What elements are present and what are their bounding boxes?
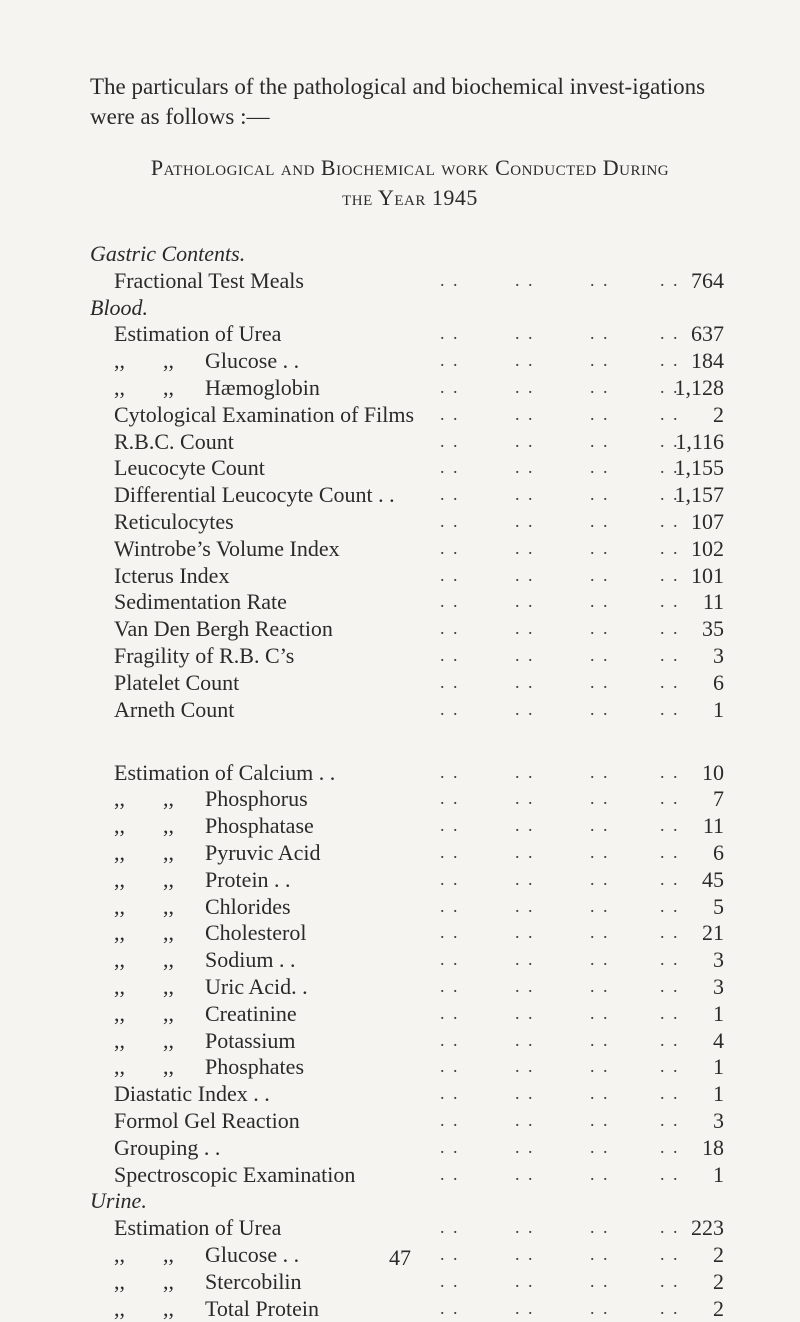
leader-dots: . . [515, 949, 535, 970]
leader-dots: . . [515, 1109, 535, 1130]
leader-dots: . . [515, 975, 535, 996]
row-label: Platelet Count [114, 669, 240, 695]
ditto-mark: ,, [114, 973, 125, 999]
row-label: Estimation of Urea [114, 1215, 282, 1241]
ditto-mark: ,, [163, 786, 174, 812]
row-value: 35 [702, 616, 724, 642]
table-row-subitem [0, 812, 800, 839]
leader-dots: . . [660, 403, 680, 424]
ditto-mark: ,, [114, 1027, 125, 1053]
leader-dots: . . [590, 1136, 610, 1157]
heading-line-1: Pathological and Biochemical work Conducted During [150, 155, 670, 180]
ditto-mark: ,, [163, 1000, 174, 1026]
ditto-mark: ,, [114, 1268, 125, 1294]
leader-dots: . . [660, 949, 680, 970]
row-value: 1 [713, 1161, 724, 1187]
leader-dots: . . [440, 269, 460, 290]
row-value: 1 [713, 696, 724, 722]
leader-dots: . . [590, 1217, 610, 1238]
row-value: 102 [691, 535, 724, 561]
leader-dots: . . [590, 671, 610, 692]
heading-line-2: the Year 1945 [342, 185, 478, 210]
table-row [0, 454, 800, 481]
leader-dots: . . [660, 1056, 680, 1077]
leader-dots: . . [515, 323, 535, 344]
leader-dots: . . [660, 1270, 680, 1291]
table-row-subitem [0, 839, 800, 866]
row-value: 184 [691, 348, 724, 374]
table-row-subitem [0, 893, 800, 920]
row-value: 637 [691, 321, 724, 347]
row-label: Protein . . [205, 866, 291, 892]
table-row [0, 759, 800, 786]
leader-dots: . . [515, 350, 535, 371]
leader-dots: . . [590, 761, 610, 782]
ditto-mark: ,, [114, 375, 125, 400]
leader-dots: . . [660, 1136, 680, 1157]
leader-dots: . . [440, 815, 460, 836]
leader-dots: . . [515, 1243, 535, 1264]
row-value: 3 [713, 1107, 724, 1133]
ditto-mark: ,, [163, 866, 174, 892]
row-value: 21 [702, 920, 724, 946]
row-label: Estimation of Calcium . . [114, 759, 336, 785]
leader-dots: . . [440, 922, 460, 943]
table-row-subitem [0, 374, 800, 401]
row-label: Phosphatase [205, 813, 314, 839]
leader-dots: . . [590, 377, 610, 397]
leader-dots: . . [590, 922, 610, 943]
leader-dots: . . [440, 377, 460, 397]
row-label: Spectroscopic Examination [114, 1161, 356, 1187]
leader-dots: . . [590, 841, 610, 862]
leader-dots: . . [440, 1297, 460, 1318]
ditto-mark: ,, [163, 920, 174, 946]
leader-dots: . . [590, 1109, 610, 1130]
leader-dots: . . [440, 1217, 460, 1238]
leader-dots: . . [660, 1002, 680, 1023]
row-label: Hæmoglobin [205, 375, 320, 400]
row-value: 11 [702, 589, 724, 615]
table-row-subitem [0, 1000, 800, 1027]
row-label: Uric Acid. . [205, 973, 308, 999]
table-row [0, 1080, 800, 1107]
leader-dots: . . [660, 1297, 680, 1318]
leader-dots: . . [515, 537, 535, 558]
row-value: 2 [713, 401, 724, 427]
leader-dots: . . [515, 511, 535, 531]
leader-dots: . . [660, 430, 680, 451]
row-value: 6 [713, 669, 724, 695]
row-value: 4 [713, 1027, 724, 1053]
row-label: Estimation of Urea [114, 321, 282, 347]
leader-dots: . . [515, 1270, 535, 1291]
row-label: Van Den Bergh Reaction [114, 616, 333, 642]
leader-dots: . . [660, 511, 680, 531]
section-title: Gastric Contents. [90, 241, 246, 266]
leader-dots: . . [660, 323, 680, 344]
leader-dots: . . [440, 868, 460, 889]
table-row-subitem [0, 785, 800, 812]
table-row-subitem [0, 1027, 800, 1054]
leader-dots: . . [590, 815, 610, 836]
leader-dots: . . [440, 323, 460, 344]
ditto-mark: ,, [163, 348, 174, 374]
leader-dots: . . [660, 895, 680, 916]
leader-dots: . . [660, 484, 680, 505]
leader-dots: . . [660, 350, 680, 371]
leader-dots: . . [590, 618, 610, 639]
ditto-mark: ,, [163, 375, 174, 400]
ditto-mark: ,, [163, 1054, 174, 1080]
leader-dots: . . [515, 761, 535, 782]
row-value: 1,157 [674, 482, 724, 508]
leader-dots: . . [515, 564, 535, 585]
ditto-mark: ,, [114, 1241, 125, 1267]
leader-dots: . . [590, 1002, 610, 1023]
leader-dots: . . [440, 841, 460, 862]
row-label: Cholesterol [205, 920, 307, 946]
row-value: 101 [691, 562, 724, 588]
ditto-mark: ,, [114, 348, 125, 374]
leader-dots: . . [515, 1217, 535, 1238]
leader-dots: . . [440, 1083, 460, 1104]
leader-dots: . . [440, 484, 460, 505]
leader-dots: . . [590, 537, 610, 558]
row-label: Diastatic Index . . [114, 1081, 270, 1107]
intro-paragraph: The particulars of the pathological and biochemical invest-igations were as follows :— [90, 74, 706, 129]
leader-dots: . . [590, 788, 610, 809]
row-label: Fragility of R.B. C’s [114, 643, 295, 668]
row-label: Glucose . . [205, 348, 300, 374]
leader-dots: . . [590, 949, 610, 970]
table-row [0, 588, 800, 615]
leader-dots: . . [440, 1056, 460, 1077]
row-label: Formol Gel Reaction [114, 1107, 300, 1133]
leader-dots: . . [515, 1029, 535, 1050]
ditto-mark: ,, [163, 947, 174, 973]
leader-dots: . . [440, 1109, 460, 1130]
leader-dots: . . [590, 1056, 610, 1077]
row-label: Fractional Test Meals [114, 267, 304, 293]
row-label: Sodium . . [205, 947, 296, 973]
ditto-mark: ,, [114, 920, 125, 946]
ditto-mark: ,, [163, 839, 174, 865]
table-row-subitem [0, 866, 800, 893]
leader-dots: . . [440, 591, 460, 612]
row-value: 1 [713, 1081, 724, 1107]
leader-dots: . . [440, 1270, 460, 1291]
row-label: Glucose . . [205, 1241, 300, 1267]
row-label: Sedimentation Rate [114, 589, 287, 615]
leader-dots: . . [660, 815, 680, 836]
row-value: 10 [702, 759, 724, 785]
table-row [0, 401, 800, 428]
leader-dots: . . [660, 761, 680, 782]
row-value: 3 [713, 973, 724, 999]
leader-dots: . . [660, 537, 680, 558]
ditto-mark: ,, [163, 1295, 174, 1321]
leader-dots: . . [515, 403, 535, 424]
ditto-mark: ,, [163, 1027, 174, 1053]
leader-dots: . . [440, 403, 460, 424]
row-label: Arneth Count [114, 696, 235, 722]
leader-dots: . . [515, 645, 535, 665]
row-label: Total Protein [205, 1295, 319, 1321]
section-heading [0, 294, 800, 321]
row-label: Cytological Examination of Films [114, 401, 415, 427]
leader-dots: . . [660, 922, 680, 943]
row-label: Stercobilin [205, 1268, 302, 1294]
leader-dots: . . [590, 564, 610, 585]
row-value: 3 [713, 643, 724, 668]
leader-dots: . . [440, 1002, 460, 1023]
row-label: Chlorides [205, 893, 291, 919]
row-value: 764 [691, 267, 724, 293]
leader-dots: . . [515, 618, 535, 639]
row-value: 1 [713, 1000, 724, 1026]
ditto-mark: ,, [114, 893, 125, 919]
leader-dots: . . [660, 868, 680, 889]
table-row [0, 320, 800, 347]
table-row [0, 428, 800, 455]
leader-dots: . . [440, 430, 460, 451]
leader-dots: . . [515, 815, 535, 836]
leader-dots: . . [590, 269, 610, 290]
table-row [0, 562, 800, 589]
row-value: 2 [713, 1268, 724, 1294]
table-row [0, 481, 800, 508]
leader-dots: . . [440, 788, 460, 809]
leader-dots: . . [515, 1297, 535, 1318]
leader-dots: . . [590, 1029, 610, 1050]
section-heading [0, 1187, 800, 1214]
leader-dots: . . [660, 564, 680, 585]
leader-dots: . . [440, 564, 460, 585]
leader-dots: . . [660, 618, 680, 639]
row-value: 1,155 [674, 455, 724, 481]
table-row [0, 535, 800, 562]
leader-dots: . . [515, 430, 535, 451]
leader-dots: . . [590, 323, 610, 344]
leader-dots: . . [440, 1163, 460, 1184]
leader-dots: . . [440, 975, 460, 996]
leader-dots: . . [660, 1163, 680, 1184]
ditto-mark: ,, [114, 1000, 125, 1026]
leader-dots: . . [660, 269, 680, 290]
ditto-mark: ,, [114, 866, 125, 892]
table-row [0, 1214, 800, 1241]
leader-dots: . . [515, 269, 535, 290]
section-heading [0, 240, 800, 267]
ditto-mark: ,, [163, 893, 174, 919]
leader-dots: . . [590, 1163, 610, 1184]
ditto-mark: ,, [163, 973, 174, 999]
leader-dots: . . [515, 698, 535, 719]
leader-dots: . . [590, 1297, 610, 1318]
row-value: 5 [713, 893, 724, 919]
leader-dots: . . [660, 698, 680, 719]
ditto-mark: ,, [114, 839, 125, 865]
leader-dots: . . [590, 511, 610, 531]
leader-dots: . . [515, 484, 535, 505]
leader-dots: . . [590, 895, 610, 916]
row-value: 1,128 [674, 375, 724, 400]
table-row-subitem [0, 347, 800, 374]
leader-dots: . . [515, 671, 535, 692]
leader-dots: . . [590, 1083, 610, 1104]
ditto-mark: ,, [163, 813, 174, 839]
leader-dots: . . [515, 1002, 535, 1023]
row-label: R.B.C. Count [114, 428, 234, 454]
leader-dots: . . [515, 1136, 535, 1157]
table-row [0, 669, 800, 696]
table-row-subitem [0, 946, 800, 973]
row-label: Differential Leucocyte Count . . [114, 482, 395, 508]
table-row-subitem [0, 1053, 800, 1080]
table-row [0, 508, 800, 535]
leader-dots: . . [660, 788, 680, 809]
table-row [0, 1161, 800, 1188]
leader-dots: . . [440, 1029, 460, 1050]
page-number: 47 [389, 1245, 411, 1270]
leader-dots: . . [515, 1083, 535, 1104]
leader-dots: . . [515, 1163, 535, 1184]
row-value: 3 [713, 947, 724, 973]
row-label: Leucocyte Count [114, 455, 265, 481]
leader-dots: . . [590, 484, 610, 505]
row-label: Phosphorus [205, 786, 308, 812]
leader-dots: . . [440, 761, 460, 782]
table-row-subitem [0, 919, 800, 946]
row-label: Icterus Index [114, 562, 230, 588]
leader-dots: . . [515, 868, 535, 889]
row-value: 7 [713, 786, 724, 812]
table-row [0, 615, 800, 642]
leader-dots: . . [440, 1243, 460, 1264]
leader-dots: . . [515, 922, 535, 943]
leader-dots: . . [660, 1243, 680, 1264]
leader-dots: . . [515, 377, 535, 397]
leader-dots: . . [660, 457, 680, 478]
table-row-subitem [0, 1268, 800, 1295]
row-value: 45 [702, 866, 724, 892]
row-label: Potassium [205, 1027, 296, 1053]
leader-dots: . . [590, 1243, 610, 1264]
leader-dots: . . [440, 1136, 460, 1157]
leader-dots: . . [440, 895, 460, 916]
section-title: Urine. [90, 1188, 147, 1214]
row-value: 2 [713, 1295, 724, 1321]
leader-dots: . . [440, 618, 460, 639]
leader-dots: . . [590, 645, 610, 665]
leader-dots: . . [440, 350, 460, 371]
ditto-mark: ,, [114, 786, 125, 812]
leader-dots: . . [660, 377, 680, 397]
leader-dots: . . [660, 1083, 680, 1104]
report-heading [90, 153, 730, 213]
row-value: 107 [691, 509, 724, 534]
ditto-mark: ,, [163, 1268, 174, 1294]
row-value: 2 [713, 1241, 724, 1267]
leader-dots: . . [440, 511, 460, 531]
leader-dots: . . [515, 457, 535, 478]
leader-dots: . . [590, 591, 610, 612]
ditto-mark: ,, [114, 1054, 125, 1080]
leader-dots: . . [515, 895, 535, 916]
leader-dots: . . [440, 457, 460, 478]
row-value: 223 [691, 1215, 724, 1241]
leader-dots: . . [660, 671, 680, 692]
leader-dots: . . [590, 975, 610, 996]
leader-dots: . . [660, 1029, 680, 1050]
leader-dots: . . [660, 645, 680, 665]
ditto-mark: ,, [163, 1241, 174, 1267]
leader-dots: . . [515, 788, 535, 809]
leader-dots: . . [660, 841, 680, 862]
leader-dots: . . [515, 841, 535, 862]
row-value: 11 [702, 813, 724, 839]
table-row-subitem [0, 1295, 800, 1322]
row-value: 1 [713, 1054, 724, 1080]
leader-dots: . . [660, 975, 680, 996]
leader-dots: . . [590, 698, 610, 719]
row-label: Phosphates [205, 1054, 304, 1080]
leader-dots: . . [590, 457, 610, 478]
ditto-mark: ,, [114, 947, 125, 973]
table-row [0, 696, 800, 723]
row-label: Creatinine [205, 1000, 297, 1026]
row-label: Wintrobe’s Volume Index [114, 535, 340, 561]
leader-dots: . . [515, 591, 535, 612]
leader-dots: . . [515, 1056, 535, 1077]
leader-dots: . . [590, 868, 610, 889]
table-row-subitem [0, 973, 800, 1000]
row-value: 6 [713, 839, 724, 865]
table-row [0, 267, 800, 294]
ditto-mark: ,, [114, 1295, 125, 1321]
table-row [0, 1107, 800, 1134]
row-label: Pyruvic Acid [205, 839, 321, 865]
leader-dots: . . [440, 949, 460, 970]
section-title: Blood. [90, 294, 149, 320]
leader-dots: . . [590, 1270, 610, 1291]
row-label: Reticulocytes [114, 509, 234, 534]
table-row [0, 642, 800, 669]
leader-dots: . . [440, 645, 460, 665]
leader-dots: . . [590, 350, 610, 371]
row-label: Grouping . . [114, 1134, 221, 1160]
leader-dots: . . [440, 698, 460, 719]
ditto-mark: ,, [114, 813, 125, 839]
leader-dots: . . [440, 537, 460, 558]
table-row [0, 1134, 800, 1161]
leader-dots: . . [440, 671, 460, 692]
leader-dots: . . [660, 591, 680, 612]
row-value: 18 [702, 1134, 724, 1160]
leader-dots: . . [590, 403, 610, 424]
leader-dots: . . [660, 1109, 680, 1130]
leader-dots: . . [590, 430, 610, 451]
row-value: 1,116 [675, 428, 724, 454]
leader-dots: . . [660, 1217, 680, 1238]
